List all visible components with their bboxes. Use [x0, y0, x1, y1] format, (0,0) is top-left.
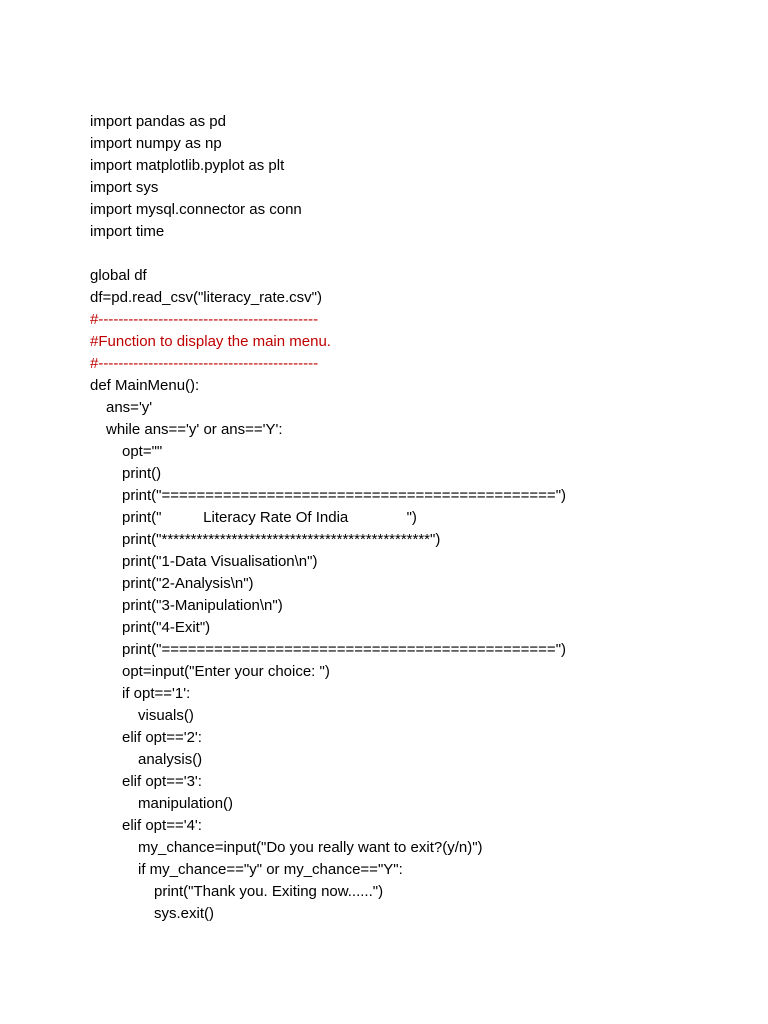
code-line: opt=input("Enter your choice: ") [122, 663, 330, 680]
code-line: def MainMenu(): [90, 377, 200, 394]
code-line: opt="" [122, 443, 163, 460]
code-line: print("=============================================") [122, 641, 567, 658]
blank-line [90, 243, 566, 265]
code-line: import sys [90, 179, 159, 196]
code-line: print("Thank you. Exiting now......") [154, 883, 384, 900]
code-line: global df [90, 267, 147, 284]
code-line: elif opt=='4': [122, 817, 202, 834]
code-line: print() [122, 465, 162, 482]
code-line: print("**********************************************") [122, 531, 441, 548]
code-line: while ans=='y' or ans=='Y': [106, 421, 283, 438]
code-line: print("=============================================") [122, 487, 567, 504]
code-listing [90, 111, 566, 925]
code-line: elif opt=='3': [122, 773, 202, 790]
comment-line: #-------------------------------------------- [90, 355, 319, 372]
code-line: import matplotlib.pyplot as plt [90, 157, 285, 174]
code-line: manipulation() [138, 795, 234, 812]
code-line: print("4-Exit") [122, 619, 211, 636]
code-line: analysis() [138, 751, 203, 768]
code-line: print(" Literacy Rate Of India ") [122, 509, 417, 526]
code-line: my_chance=input("Do you really want to exit?(y/n)") [138, 839, 483, 856]
code-line: visuals() [138, 707, 194, 724]
code-line: import mysql.connector as conn [90, 201, 302, 218]
code-line: elif opt=='2': [122, 729, 202, 746]
comment-line: #Function to display the main menu. [90, 333, 331, 350]
code-line: print("3-Manipulation\n") [122, 597, 283, 614]
code-line: ans='y' [106, 399, 153, 416]
code-line: import time [90, 223, 165, 240]
code-line: sys.exit() [154, 905, 214, 922]
code-line: print("2-Analysis\n") [122, 575, 254, 592]
code-line: import pandas as pd [90, 113, 226, 130]
comment-line: #-------------------------------------------- [90, 311, 319, 328]
code-line: print("1-Data Visualisation\n") [122, 553, 318, 570]
code-line: if my_chance=="y" or my_chance=="Y": [138, 861, 403, 878]
code-line: df=pd.read_csv("literacy_rate.csv") [90, 289, 322, 306]
code-line: if opt=='1': [122, 685, 191, 702]
code-line: import numpy as np [90, 135, 222, 152]
